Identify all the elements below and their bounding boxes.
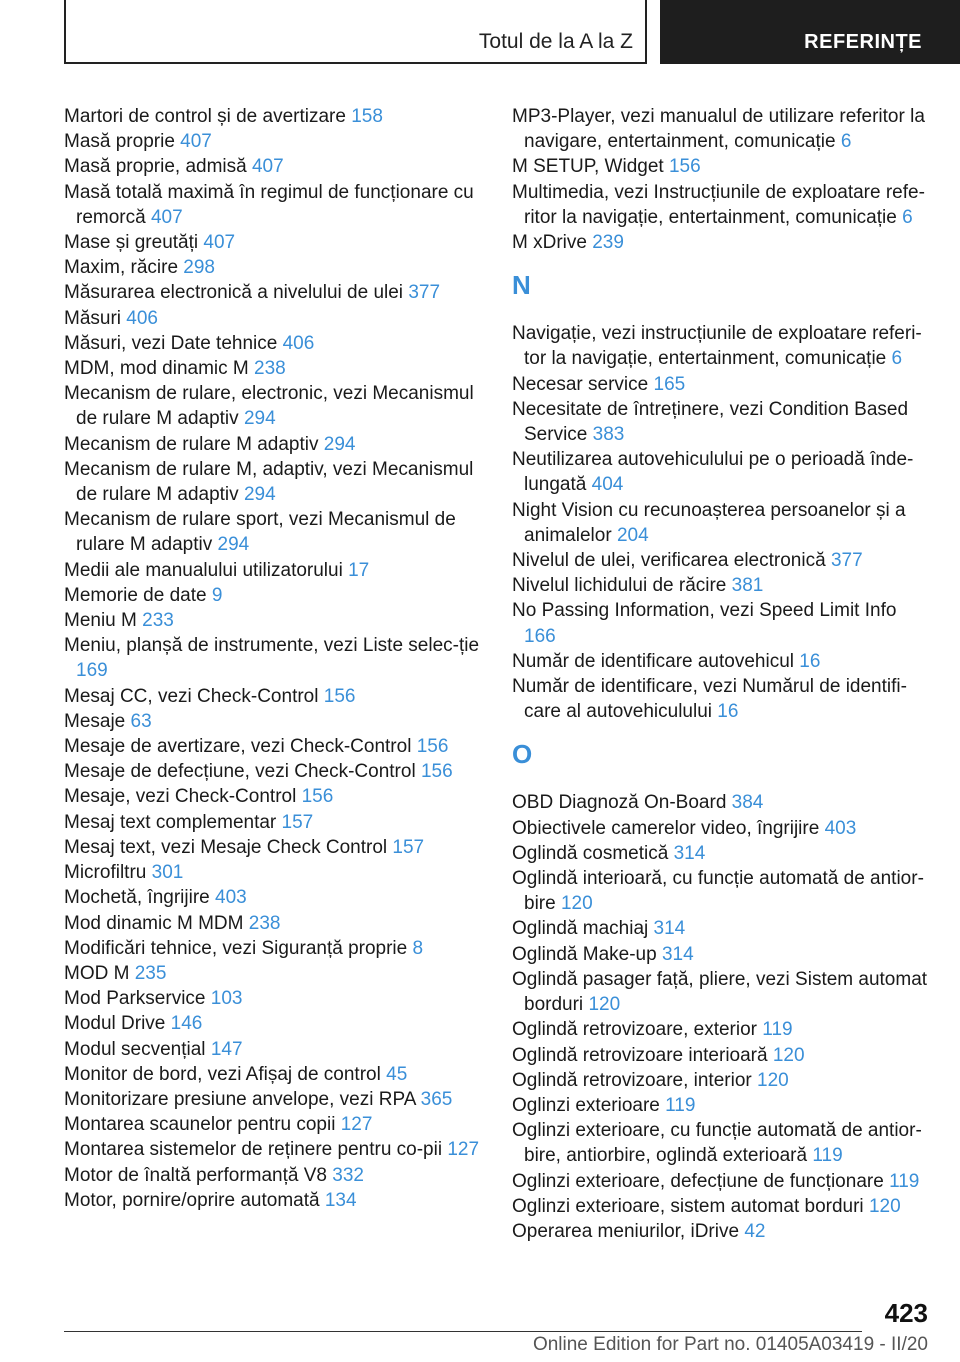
index-entry (64, 608, 484, 633)
page-link[interactable]: 16 (717, 701, 739, 723)
index-group-o (512, 790, 932, 1244)
index-entry-text: M xDrive (512, 232, 587, 254)
index-entry (64, 1087, 484, 1112)
index-entry (64, 457, 484, 507)
page-link[interactable]: 403 (824, 817, 857, 839)
index-entry-text: Oglinzi exterioare (512, 1094, 660, 1116)
index-group-n (512, 321, 932, 724)
page-link[interactable]: 404 (591, 474, 624, 496)
page-link[interactable]: 294 (243, 484, 276, 506)
index-entry (64, 1137, 484, 1162)
index-entry-text: Navigație, vezi instrucțiunile de exploatare referi-tor la navigație, entertainment, comunicație (512, 323, 922, 370)
page-link[interactable]: 235 (134, 962, 167, 984)
index-entry (512, 372, 932, 397)
index-entry (64, 1163, 484, 1188)
index-entry (512, 1219, 932, 1244)
index-entry (64, 154, 484, 179)
index-entry (512, 1194, 932, 1219)
page-link[interactable]: 134 (324, 1189, 357, 1211)
index-entry (64, 1037, 484, 1062)
index-entry (512, 967, 932, 1017)
index-entry-text: Mesaj CC, vezi Check-Control (64, 685, 319, 707)
index-entry-text: Obiectivele camerelor video, îngrijire (512, 817, 820, 839)
page-link[interactable]: 6 (840, 131, 852, 153)
index-entry (64, 734, 484, 759)
index-entry-text: MP3-Player, vezi manualul de utilizare referitor la navigare, entertainment, comunicație (512, 106, 925, 153)
page-link[interactable]: 406 (282, 332, 315, 354)
index-entry-text: MOD M (64, 962, 130, 984)
page-link[interactable]: 119 (812, 1145, 843, 1167)
page-link[interactable]: 6 (902, 206, 913, 228)
index-entry (512, 230, 932, 255)
index-entry-text: Montarea scaunelor pentru copii (64, 1114, 336, 1136)
page-link[interactable]: 314 (653, 918, 686, 940)
header-chapter-tab[interactable] (660, 0, 960, 64)
page-link[interactable]: 120 (772, 1044, 805, 1066)
index-entry-text: Număr de identificare, vezi Numărul de identifi-care al autovehiculului (512, 676, 907, 723)
index-entry (64, 180, 484, 230)
index-entry-text: Medii ale manualului utilizatorului (64, 559, 343, 581)
index-entry-text: OBD Diagnoză On-Board (512, 792, 727, 814)
page-link[interactable]: 294 (217, 534, 250, 556)
index-entry-text: Montarea sistemelor de reținere pentru co-pii (64, 1139, 443, 1161)
index-entry-text: Mesaje, vezi Check-Control (64, 786, 297, 808)
index-entry-text: Modificări tehnice, vezi Siguranță proprie (64, 937, 408, 959)
index-entry (512, 1093, 932, 1118)
index-entry-text: Monitorizare presiune anvelope, vezi RPA (64, 1088, 416, 1110)
index-entry (512, 1017, 932, 1042)
page-link[interactable]: 294 (323, 433, 356, 455)
index-entry-text: Mecanism de rulare M, adaptiv, vezi Mecanismul de rulare M adaptiv (64, 458, 474, 506)
page-link[interactable]: 120 (868, 1195, 901, 1217)
page-link[interactable]: 294 (243, 408, 276, 430)
page-link[interactable]: 407 (203, 232, 236, 254)
index-entry (512, 1118, 932, 1168)
page-link[interactable]: 156 (420, 761, 453, 783)
index-entry (512, 598, 932, 648)
page-link[interactable]: 9 (211, 584, 223, 606)
page-link[interactable]: 158 (351, 106, 383, 127)
index-entry-text: Masă proprie (64, 131, 175, 153)
page-number: 423 (884, 1298, 928, 1328)
index-entry (64, 759, 484, 784)
index-group-m-continued (512, 104, 932, 255)
page-link[interactable]: 146 (170, 1013, 203, 1035)
index-entry-text: Oglindă pasager față, pliere, vezi Sistem automat borduri (512, 968, 928, 1016)
index-entry-text: Meniu, planșă de instrumente, vezi Liste selec-ție (64, 635, 480, 657)
index-entry (64, 1188, 484, 1213)
index-entry (512, 841, 932, 866)
index-entry-text: Modul secvențial (64, 1038, 206, 1060)
page-link[interactable]: 156 (301, 786, 334, 808)
index-entry-text: Mesaje (64, 710, 126, 732)
index-entry (512, 104, 932, 154)
index-entry (512, 816, 932, 841)
page-link[interactable]: 157 (392, 836, 425, 858)
index-entry (512, 942, 932, 967)
index-entry-text: Oglindă Make-up (512, 943, 657, 965)
index-entry-text: Oglindă retrovizoare, interior (512, 1069, 752, 1091)
page-link[interactable]: 406 (126, 307, 158, 329)
page-link[interactable]: 156 (323, 685, 356, 707)
index-entry-text: Maxim, răcire (64, 257, 179, 279)
index-entry-text: Motor de înaltă performanță V8 (64, 1164, 327, 1186)
page-link[interactable]: 120 (757, 1069, 789, 1091)
page-link[interactable]: 314 (673, 842, 706, 864)
index-entry (64, 331, 484, 356)
index-entry-text: Mesaj text complementar (64, 811, 277, 833)
index-entry (512, 916, 932, 941)
index-entry (512, 321, 932, 371)
index-entry-text: Oglindă retrovizoare interioară (512, 1044, 768, 1066)
index-entry-text: Multimedia, vezi Instrucțiunile de exploatare refe-ritor la navigație, entertainment, comunicație (512, 181, 925, 228)
index-entry (64, 583, 484, 608)
index-entry-text: Mochetă, îngrijire (64, 887, 210, 909)
page-link[interactable]: 156 (416, 736, 449, 758)
chapter-title: REFERINȚE (804, 31, 922, 53)
index-entry-text: Mod Parkservice (64, 988, 206, 1010)
index-entry-text: Număr de identificare autovehicul (512, 650, 794, 672)
footer-divider (64, 1331, 862, 1332)
index-entry (64, 381, 484, 431)
index-column-left (64, 104, 484, 1213)
index-entry-text: Martori de control și de avertizare (64, 106, 346, 127)
index-entry (64, 558, 484, 583)
page-link[interactable]: 127 (340, 1114, 373, 1136)
index-entry-text: Mecanism de rulare, electronic, vezi Mecanismul de rulare M adaptiv (64, 383, 474, 430)
index-entry-text: Măsuri (64, 307, 122, 329)
page-link[interactable]: 238 (254, 358, 286, 380)
page-link[interactable]: 381 (731, 575, 764, 597)
index-entry (64, 911, 484, 936)
index-entry-text: Oglindă cosmetică (512, 842, 669, 864)
index-entry (64, 230, 484, 255)
index-entry-text: MDM, mod dinamic M (64, 358, 249, 380)
index-entry-text: Neutilizarea autovehiculului pe o perioadă înde-lungată (512, 449, 914, 496)
index-entry (64, 961, 484, 986)
index-entry-text: Mod dinamic M MDM (64, 912, 244, 934)
index-entry (64, 633, 484, 683)
index-entry (512, 154, 932, 179)
page-link[interactable]: 169 (76, 660, 108, 682)
index-entry (64, 129, 484, 154)
page-link[interactable]: 120 (588, 994, 621, 1016)
index-entry-text: Night Vision cu recunoașterea persoanelor și a animalelor (512, 499, 906, 546)
page-link[interactable]: 165 (653, 373, 686, 395)
page-link[interactable]: 147 (210, 1038, 243, 1060)
index-entry-text: Oglindă retrovizoare, exterior (512, 1019, 757, 1041)
index-entry-text: Mecanism de rulare sport, vezi Mecanismul de rulare M adaptiv (64, 509, 456, 556)
page-link[interactable]: 298 (183, 257, 215, 279)
page-link[interactable]: 156 (668, 156, 701, 178)
index-entry (64, 709, 484, 734)
index-entry (64, 306, 484, 331)
index-entry (64, 1112, 484, 1137)
page-link[interactable]: 407 (251, 156, 284, 178)
index-entry-text: Oglindă machiaj (512, 918, 649, 940)
footer-edition: Online Edition for Part no. 01405A03419 - II/20 (532, 1334, 928, 1355)
page-link[interactable]: 403 (215, 887, 247, 909)
header-section-box (64, 0, 647, 64)
index-entry (512, 649, 932, 674)
index-entry-text: Mecanism de rulare M adaptiv (64, 433, 319, 455)
index-entry (512, 498, 932, 548)
index-entry-text: Memorie de date (64, 584, 207, 606)
index-entry (64, 1062, 484, 1087)
index-entry (512, 1068, 932, 1093)
index-entry-text: Oglindă interioară, cu funcție automată de antior-bire (512, 868, 924, 915)
index-entry-text: Oglinzi exterioare, cu funcție automată de antior-bire, antiorbire, oglindă exterioară (512, 1120, 922, 1167)
page-link[interactable]: 8 (412, 937, 424, 959)
page-link[interactable]: 157 (281, 811, 314, 833)
index-entry (512, 674, 932, 724)
index-entry-text: Modul Drive (64, 1013, 166, 1035)
index-entry-text: Oglinzi exterioare, sistem automat borduri (512, 1195, 864, 1217)
index-entry-text: Mesaje de defecțiune, vezi Check-Control (64, 761, 416, 783)
page-link[interactable]: 103 (210, 988, 243, 1010)
index-entry-text: Mase și greutăți (64, 232, 199, 254)
page-link[interactable]: 377 (830, 550, 863, 572)
page-link[interactable]: 6 (891, 348, 903, 370)
index-entry (512, 180, 932, 230)
index-entry-text: Necesar service (512, 373, 649, 395)
page-link[interactable]: 239 (592, 232, 624, 254)
index-entry (512, 573, 932, 598)
index-entry (64, 784, 484, 809)
page-link[interactable]: 238 (248, 912, 281, 934)
index-entry (64, 810, 484, 835)
page-link[interactable]: 166 (524, 625, 556, 647)
index-entry (64, 936, 484, 961)
index-entry (512, 790, 932, 815)
index-entry-text: M SETUP, Widget (512, 156, 664, 178)
page-link[interactable]: 119 (889, 1170, 920, 1192)
index-entry-text: Monitor de bord, vezi Afișaj de control (64, 1063, 381, 1085)
index-letter-o: O (512, 739, 533, 770)
index-entry (512, 548, 932, 573)
index-entry-text: Măsurarea electronică a nivelului de ulei (64, 282, 404, 304)
index-entry-text: Necesitate de întreținere, vezi Condition Based Service (512, 398, 909, 446)
index-entry (512, 447, 932, 497)
page-link[interactable]: 332 (332, 1164, 364, 1186)
index-entry (64, 684, 484, 709)
page-link[interactable]: 383 (592, 424, 625, 446)
page-link[interactable]: 384 (731, 792, 764, 814)
page-link[interactable]: 17 (348, 559, 370, 581)
index-entry (512, 866, 932, 916)
page-link[interactable]: 301 (151, 862, 184, 884)
index-letter-n: N (512, 270, 531, 301)
index-column-right (512, 104, 932, 1244)
page-link[interactable]: 42 (744, 1220, 766, 1242)
index-entry-text: Mesaje de avertizare, vezi Check-Control (64, 736, 412, 758)
index-entry-text: Microfiltru (64, 862, 147, 884)
index-entry-text: No Passing Information, vezi Speed Limit Info (512, 600, 897, 622)
page-link[interactable]: 377 (408, 282, 441, 304)
index-entry-text: Nivelul de ulei, verificarea electronică (512, 550, 826, 572)
index-entry (512, 1169, 932, 1194)
index-entry (64, 255, 484, 280)
index-entry (64, 885, 484, 910)
page-link[interactable]: 314 (661, 943, 694, 965)
index-entry (512, 1043, 932, 1068)
page-link[interactable]: 407 (180, 131, 212, 153)
index-entry (64, 1011, 484, 1036)
index-entry (64, 986, 484, 1011)
index-entry (64, 835, 484, 860)
index-entry-text: Mesaj text, vezi Mesaje Check Control (64, 836, 388, 858)
page-link[interactable]: 45 (386, 1063, 408, 1085)
page-link[interactable]: 119 (665, 1094, 696, 1116)
page-link[interactable]: 407 (150, 206, 183, 228)
index-entry (64, 104, 484, 129)
page-link[interactable]: 365 (420, 1088, 453, 1110)
index-entry-text: Nivelul lichidului de răcire (512, 575, 727, 597)
index-entry (64, 507, 484, 557)
page-link[interactable]: 127 (447, 1139, 480, 1161)
page-link[interactable]: 63 (130, 710, 152, 732)
page-link[interactable]: 233 (142, 610, 174, 632)
page-link[interactable]: 204 (616, 524, 649, 546)
page-link[interactable]: 16 (799, 650, 821, 672)
index-entry-text: Măsuri, vezi Date tehnice (64, 332, 278, 354)
index-entry (64, 280, 484, 305)
page-link[interactable]: 119 (762, 1019, 793, 1041)
index-entry (64, 356, 484, 381)
index-entry-text: Operarea meniurilor, iDrive (512, 1220, 740, 1242)
index-entry-text: Oglinzi exterioare, defecțiune de funcționare (512, 1170, 884, 1192)
index-entry (64, 432, 484, 457)
index-entry-text: Motor, pornire/oprire automată (64, 1189, 320, 1211)
page-link[interactable]: 120 (560, 893, 593, 915)
index-entry-text: Meniu M (64, 610, 137, 632)
section-title: Totul de la A la Z (478, 30, 633, 53)
index-entry-text: Masă proprie, admisă (64, 156, 247, 178)
index-entry (64, 860, 484, 885)
index-entry (512, 397, 932, 447)
index-entry-text: Masă totală maximă în regimul de funcționare cu remorcă (64, 181, 474, 228)
